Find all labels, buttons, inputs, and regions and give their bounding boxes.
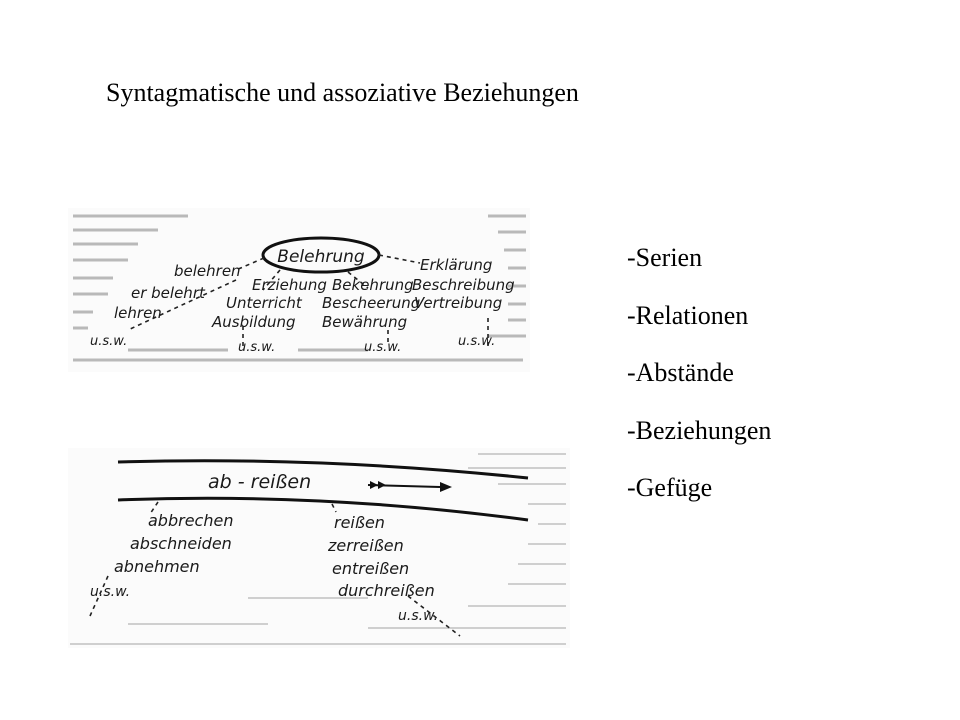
banner-ab-reissen: ab - reißen	[208, 471, 312, 493]
usw-left: u.s.w.	[90, 334, 128, 349]
word-abbrechen: abbrechen	[148, 511, 234, 530]
usw-left-2: u.s.w.	[90, 584, 131, 600]
word-bewaehrung: Bewährung	[322, 313, 408, 331]
word-er-belehrt: er belehrt	[131, 284, 205, 302]
slide-title: Syntagmatische und assoziative Beziehungen	[106, 78, 579, 107]
word-abschneiden: abschneiden	[130, 534, 232, 553]
word-entreissen: entreißen	[332, 559, 410, 578]
usw-right-2: u.s.w.	[398, 608, 439, 624]
word-bescheerung: Bescheerung	[322, 294, 421, 312]
word-ausbildung: Ausbildung	[212, 313, 296, 331]
word-erziehung: Erziehung	[252, 276, 327, 294]
abreissen-diagram-svg	[68, 448, 570, 648]
list-item-gefuege: -Gefüge	[627, 473, 713, 502]
word-unterricht: Unterricht	[226, 294, 302, 312]
usw-right: u.s.w.	[458, 334, 496, 349]
list-item-abstaende: -Abstände	[627, 358, 734, 387]
word-abnehmen: abnehmen	[114, 557, 200, 576]
usw-middle-right: u.s.w.	[364, 340, 402, 355]
band-top-line	[118, 461, 528, 478]
list-item-relationen: -Relationen	[627, 300, 749, 330]
word-erklaerung: Erklärung	[420, 256, 493, 274]
word-durchreissen: durchreißen	[338, 581, 435, 600]
belehrung-diagram	[68, 208, 530, 372]
abreissen-diagram	[68, 448, 570, 648]
relation-list	[627, 240, 771, 528]
word-belehren: belehren	[174, 262, 241, 280]
word-beschreibung: Beschreibung	[412, 276, 515, 294]
word-belehrung: Belehrung	[277, 247, 365, 267]
list-item-beziehungen: -Beziehungen	[627, 415, 772, 445]
list-item-serien: -Serien	[627, 243, 703, 272]
word-reissen: reißen	[334, 513, 385, 532]
usw-middle-left: u.s.w.	[238, 340, 276, 355]
belehrung-diagram-svg	[68, 208, 530, 372]
word-zerreissen: zerreißen	[328, 536, 404, 555]
word-bekehrung: Bekehrung	[332, 276, 414, 294]
word-vertreibung: Vertreibung	[414, 294, 503, 312]
word-lehren: lehren	[114, 304, 162, 322]
direction-arrow	[368, 481, 452, 492]
